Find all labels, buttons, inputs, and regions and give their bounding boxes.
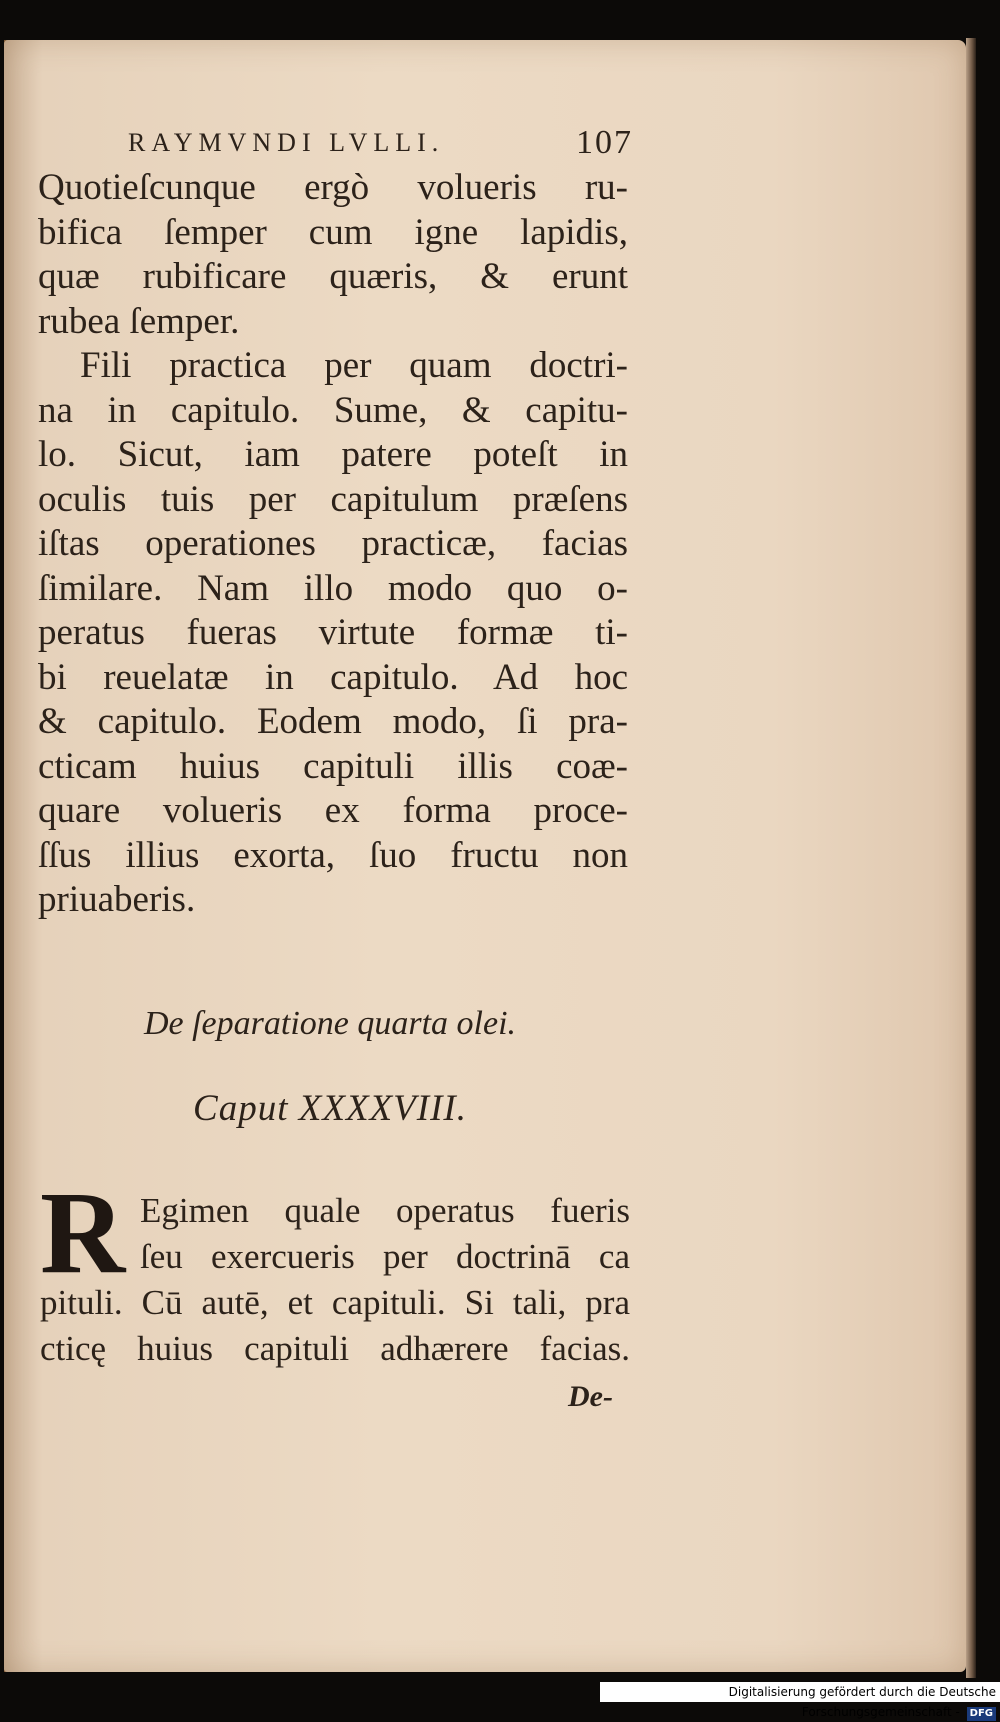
chapter-title: Caput XXXXVIII. <box>193 1088 467 1129</box>
text-line: Egimen quale operatus fueris <box>140 1191 630 1230</box>
text-line: Fili practica per quam doctri- <box>80 345 628 386</box>
text-line: cticam huius capituli illis coæ- <box>38 745 628 787</box>
text-line: ſſus illius exorta, ſuo fructu non <box>38 834 628 876</box>
drop-cap-initial: R <box>40 1167 126 1298</box>
main-text <box>38 166 628 923</box>
text-line: ſimilare. Nam illo modo quo o- <box>38 567 628 609</box>
text-line: & capitulo. Eodem modo, ſi pra- <box>38 701 628 742</box>
chapter-paragraph <box>40 1188 630 1372</box>
text-line: lo. Sicut, iam patere poteſt in <box>38 434 628 475</box>
text-line: rubea ſemper. <box>38 300 240 342</box>
text-line: ſeu exercueris per doctrinā ca <box>140 1237 630 1276</box>
text-line: iſtas operationes practicæ, facias <box>38 523 628 564</box>
text-line: cticę huius capituli adhærere facias. <box>40 1329 630 1368</box>
running-head-title: RAYMVNDI LVLLI. <box>128 128 445 157</box>
text-line: oculis tuis per capitulum præſens <box>38 478 628 520</box>
section-title: De ſeparatione quarta olei. <box>143 1005 517 1042</box>
page-number: 107 <box>576 124 633 161</box>
text-line: na in capitulo. Sume, & capitu- <box>38 389 628 431</box>
text-line: bi reuelatæ in capitulo. Ad hoc <box>38 656 628 698</box>
text-line: peratus fueras virtute formæ ti- <box>38 612 628 653</box>
credit-text: Digitalisierung gefördert durch die Deutsche Forschungsgemeinschaft - <box>728 1685 996 1719</box>
page-fore-edge <box>966 38 976 1678</box>
running-head <box>128 124 633 161</box>
text-line: quæ rubificare quæris, & erunt <box>38 256 628 297</box>
text-line: bifica ſemper cum igne lapidis, <box>38 211 628 253</box>
catchword: De- <box>568 1380 613 1413</box>
text-line: pituli. Cū autē, et capituli. Si tali, pra <box>40 1283 630 1322</box>
text-line: Quotieſcunque ergò volueris ru- <box>38 167 628 208</box>
digitization-credit <box>600 1682 1000 1719</box>
text-line: quare volueris ex forma proce- <box>38 790 628 831</box>
dfg-logo: DFG <box>967 1707 996 1721</box>
text-line: priuaberis. <box>38 879 196 920</box>
